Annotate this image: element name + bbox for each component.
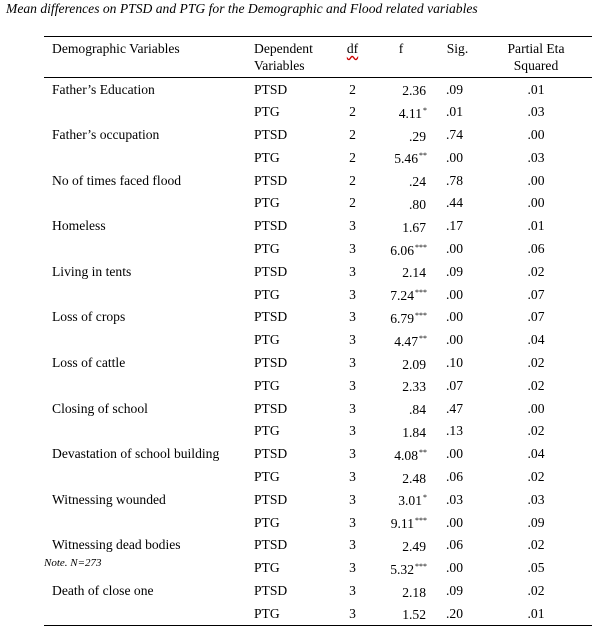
cell-variable — [44, 374, 252, 397]
cell-dependent: PTG — [254, 149, 280, 165]
cell-eta: .01 — [527, 218, 545, 234]
significance-stars: *** — [415, 310, 427, 320]
cell-df: 2 — [349, 104, 356, 120]
table-row — [44, 534, 592, 557]
cell-sig: .06 — [446, 537, 463, 553]
cell-eta: .07 — [527, 286, 545, 302]
table-row — [44, 374, 592, 397]
cell-eta: .03 — [527, 491, 545, 507]
cell-eta: .00 — [527, 172, 545, 188]
cell-dependent: PTSD — [254, 400, 288, 416]
cell-dependent: PTSD — [254, 172, 288, 188]
cell-sig: .01 — [446, 104, 463, 120]
f-value: .24 — [409, 174, 426, 190]
table-row — [44, 146, 592, 169]
cell-sig: .17 — [446, 218, 463, 234]
cell-variable: Homeless — [52, 218, 106, 234]
f-value: .84 — [409, 402, 426, 418]
cell-dependent: PTG — [254, 104, 280, 120]
header-df-label: df — [346, 41, 359, 56]
cell-sig: .78 — [446, 172, 463, 188]
cell-f — [367, 466, 435, 489]
cell-variable: Closing of school — [52, 400, 148, 416]
cell-f — [367, 283, 435, 306]
cell-df: 3 — [349, 263, 356, 279]
cell-f — [367, 511, 435, 534]
cell-sig: .00 — [446, 309, 463, 325]
cell-f — [367, 534, 435, 557]
note-text: N=273 — [70, 557, 102, 569]
cell-sig: .00 — [446, 149, 463, 165]
cell-df: 3 — [349, 583, 356, 599]
table-row — [44, 124, 592, 147]
results-table — [44, 36, 592, 626]
f-value: 5.46 — [394, 151, 418, 167]
cell-sig: .20 — [435, 602, 480, 625]
cell-dependent: PTG — [254, 423, 280, 439]
cell-df: 3 — [349, 218, 356, 234]
cell-dependent: PTSD — [254, 218, 288, 234]
f-value: 2.36 — [402, 83, 426, 98]
f-value: 6.79 — [390, 310, 414, 326]
f-value: 4.11 — [398, 105, 422, 121]
cell-eta: .09 — [527, 514, 545, 530]
f-value: 5.32 — [390, 561, 414, 577]
cell-dependent: PTSD — [254, 583, 288, 599]
significance-stars: * — [423, 105, 427, 115]
cell-variable — [44, 329, 252, 352]
cell-sig: .07 — [446, 377, 463, 393]
header-eta-line2: Squared — [513, 58, 559, 73]
cell-dependent: PTSD — [254, 263, 288, 279]
header-demographic: Demographic Variables — [52, 41, 180, 56]
cell-df: 3 — [349, 332, 356, 348]
cell-variable: Father’s Education — [52, 81, 155, 97]
significance-stars: ** — [419, 447, 427, 457]
cell-eta: .02 — [527, 423, 545, 439]
cell-df: 3 — [349, 377, 356, 393]
cell-df: 3 — [349, 469, 356, 485]
cell-df: 3 — [349, 514, 356, 530]
cell-variable — [44, 602, 252, 625]
header-eta — [480, 37, 592, 78]
significance-stars: *** — [415, 561, 427, 571]
cell-dependent: PTSD — [254, 355, 288, 371]
significance-stars: *** — [415, 288, 427, 298]
cell-df: 2 — [349, 81, 356, 97]
cell-variable — [44, 283, 252, 306]
table-row — [44, 557, 592, 580]
cell-sig: .00 — [446, 286, 463, 302]
table-row — [44, 420, 592, 443]
cell-df: 2 — [349, 127, 356, 143]
cell-f — [367, 192, 435, 215]
cell-eta: .02 — [527, 377, 545, 393]
cell-eta: .01 — [527, 81, 545, 97]
cell-sig: .10 — [446, 355, 463, 371]
cell-f — [367, 78, 435, 101]
table-row — [44, 192, 592, 215]
cell-eta: .00 — [527, 195, 545, 211]
cell-sig: .03 — [446, 491, 463, 507]
cell-f — [367, 260, 435, 283]
cell-f — [367, 124, 435, 147]
cell-sig: .00 — [446, 241, 463, 257]
cell-f — [367, 215, 435, 238]
table-row — [44, 78, 592, 101]
cell-variable — [44, 420, 252, 443]
cell-variable: Witnessing dead bodies — [52, 537, 181, 553]
cell-f — [367, 238, 435, 261]
table-row — [44, 443, 592, 466]
cell-f — [367, 397, 435, 420]
f-value: 1.52 — [402, 607, 426, 623]
cell-eta: .01 — [480, 602, 592, 625]
header-eta-line1: Partial Eta — [507, 41, 565, 56]
cell-eta: .00 — [527, 400, 545, 416]
cell-f — [367, 306, 435, 329]
cell-f — [367, 374, 435, 397]
significance-stars: ** — [419, 151, 427, 161]
significance-stars: *** — [415, 242, 427, 252]
cell-sig: .00 — [446, 446, 463, 462]
cell-df: 3 — [349, 537, 356, 553]
cell-dependent: PTG — [254, 377, 280, 393]
cell-sig: .44 — [446, 195, 463, 211]
cell-dependent: PTSD — [254, 537, 288, 553]
f-value: 2.18 — [402, 584, 426, 600]
cell-f — [367, 146, 435, 169]
cell-eta: .07 — [527, 309, 545, 325]
header-f: f — [398, 41, 404, 56]
cell-variable: Death of close one — [52, 583, 154, 599]
cell-variable — [44, 238, 252, 261]
table-row — [44, 101, 592, 124]
cell-dependent: PTG — [252, 602, 338, 625]
cell-variable: Father’s occupation — [52, 127, 160, 143]
table-row — [44, 397, 592, 420]
cell-eta: .05 — [527, 560, 545, 576]
cell-df: 3 — [349, 241, 356, 257]
table-row — [44, 306, 592, 329]
cell-sig: .00 — [446, 332, 463, 348]
f-value: 4.47 — [394, 333, 418, 349]
f-value: 1.84 — [402, 424, 426, 440]
cell-sig: .00 — [446, 514, 463, 530]
cell-dependent: PTSD — [254, 127, 288, 143]
cell-eta: .04 — [527, 332, 545, 348]
cell-variable — [44, 101, 252, 124]
cell-f — [367, 420, 435, 443]
cell-eta: .00 — [527, 127, 545, 143]
cell-eta: .06 — [527, 241, 545, 257]
table-title: Mean differences on PTSD and PTG for the Demographic and Flood related variables — [6, 1, 478, 16]
cell-dependent: PTG — [254, 195, 280, 211]
header-sig: Sig. — [446, 41, 469, 56]
table-row — [44, 329, 592, 352]
cell-sig: .13 — [446, 423, 463, 439]
cell-dependent: PTG — [254, 469, 280, 485]
cell-sig: .06 — [446, 469, 463, 485]
table-row — [44, 466, 592, 489]
cell-eta: .02 — [527, 469, 545, 485]
cell-df: 3 — [338, 602, 367, 625]
table-row — [44, 283, 592, 306]
cell-variable: Witnessing wounded — [52, 491, 166, 507]
cell-eta: .02 — [527, 263, 545, 279]
cell-f — [367, 443, 435, 466]
table-header — [44, 37, 592, 78]
f-value: 4.08 — [394, 447, 418, 463]
cell-variable: Devastation of school building — [52, 446, 220, 462]
f-value: 1.67 — [402, 219, 426, 235]
cell-sig: .09 — [446, 81, 463, 97]
cell-sig: .00 — [446, 560, 463, 576]
cell-variable: Living in tents — [52, 263, 132, 279]
cell-df: 3 — [349, 400, 356, 416]
header-dependent — [252, 37, 338, 78]
table-row — [44, 511, 592, 534]
header-df — [338, 37, 367, 78]
cell-df: 3 — [349, 560, 356, 576]
header-dependent-line2: Variables — [254, 58, 305, 73]
cell-df: 3 — [349, 446, 356, 462]
note-label: Note. — [44, 557, 68, 569]
cell-eta: .03 — [527, 149, 545, 165]
significance-stars: ** — [419, 333, 427, 343]
cell-variable — [44, 192, 252, 215]
cell-f — [367, 557, 435, 580]
cell-sig: .09 — [446, 263, 463, 279]
cell-f — [367, 352, 435, 375]
cell-df: 3 — [349, 423, 356, 439]
cell-df: 3 — [349, 491, 356, 507]
cell-sig: .47 — [446, 400, 463, 416]
cell-variable — [44, 466, 252, 489]
cell-dependent: PTSD — [254, 446, 288, 462]
significance-stars: * — [423, 493, 427, 503]
f-value: 3.01 — [398, 493, 422, 509]
f-value: 2.33 — [402, 379, 426, 395]
f-value: 2.14 — [402, 265, 426, 281]
cell-f — [367, 169, 435, 192]
cell-variable: No of times faced flood — [52, 172, 182, 188]
table-row — [44, 238, 592, 261]
cell-df: 2 — [349, 172, 356, 188]
cell-variable: Loss of cattle — [52, 355, 126, 371]
cell-eta: .02 — [527, 355, 545, 371]
cell-dependent: PTSD — [254, 491, 288, 507]
cell-sig: .09 — [446, 583, 463, 599]
cell-df: 3 — [349, 286, 356, 302]
table-row — [44, 260, 592, 283]
table-row — [44, 602, 592, 625]
header-dependent-line1: Dependent — [254, 41, 313, 56]
cell-f — [367, 101, 435, 124]
cell-eta: .03 — [527, 104, 545, 120]
cell-eta: .02 — [527, 537, 545, 553]
cell-eta: .02 — [527, 583, 545, 599]
cell-sig: .74 — [446, 127, 463, 143]
table-body — [44, 78, 592, 626]
f-value: 6.06 — [390, 242, 414, 258]
cell-dependent: PTG — [254, 514, 280, 530]
significance-stars: *** — [415, 516, 427, 526]
cell-variable — [44, 146, 252, 169]
header-row — [44, 37, 592, 78]
cell-f — [367, 329, 435, 352]
cell-dependent: PTSD — [254, 81, 288, 97]
f-value: 2.48 — [402, 470, 426, 486]
cell-f — [367, 602, 435, 625]
cell-variable: Loss of crops — [52, 309, 126, 325]
f-value: 9.11 — [390, 516, 414, 532]
cell-dependent: PTG — [254, 560, 280, 576]
cell-df: 3 — [349, 355, 356, 371]
f-value: .80 — [409, 196, 426, 212]
f-value: 2.49 — [402, 538, 426, 554]
cell-f — [367, 580, 435, 603]
cell-dependent: PTG — [254, 241, 280, 257]
f-value: .29 — [409, 128, 426, 144]
cell-dependent: PTG — [254, 332, 280, 348]
cell-f — [367, 488, 435, 511]
table-row — [44, 169, 592, 192]
table-note — [44, 557, 102, 569]
cell-variable — [44, 511, 252, 534]
cell-eta: .04 — [527, 446, 545, 462]
f-value: 7.24 — [390, 288, 414, 304]
cell-df: 2 — [349, 195, 356, 211]
cell-dependent: PTG — [254, 286, 280, 302]
table-row — [44, 352, 592, 375]
cell-dependent: PTSD — [254, 309, 288, 325]
cell-df: 3 — [349, 309, 356, 325]
table-row — [44, 488, 592, 511]
f-value: 2.09 — [402, 356, 426, 372]
table-row — [44, 580, 592, 603]
cell-df: 2 — [349, 149, 356, 165]
table-row — [44, 215, 592, 238]
